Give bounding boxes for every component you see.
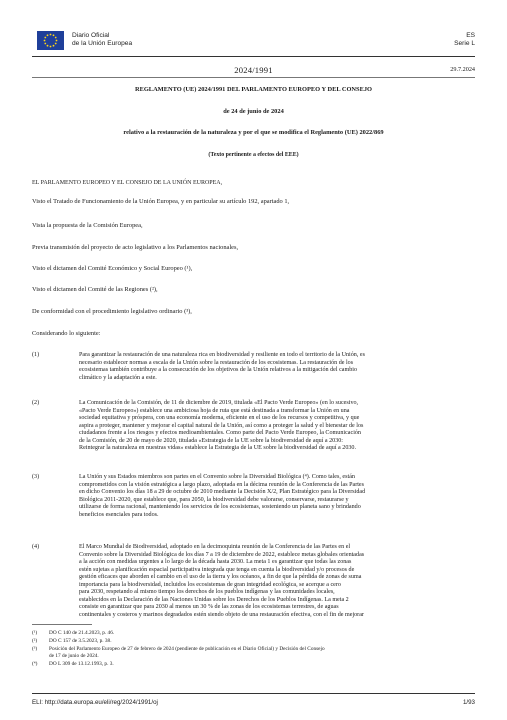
journal-name-line1: Diario Oficial [72,32,110,39]
recital-line: ecosistemas también contribuye a la consecución de los objetivos de la Unión relativos a la mitigación del cambio [79,367,358,373]
preamble-citation: De conformidad con el procedimiento legislativo ordinario (³), [32,308,192,315]
publication-date: 29.7.2024 [450,66,475,73]
preamble-citation: Vista la propuesta de la Comisión Europea, [32,222,143,229]
footnote-number: (³) [32,646,38,652]
recital-line: «Pacto Verde Europeo») establece una ambiciosa hoja de ruta que está destinada a transformar la Unión en una [79,407,350,414]
recital-line: El Marco Mundial de Biodiversidad, adoptado en la decimoquinta reunión de la Conferencia de las Partes en el [79,544,351,550]
recital-line: en dicho Convenio los días 18 a 29 de octubre de 2010 mediante la Decisión X/2, Plan Estratégico para la Diversidad [79,489,366,495]
recital [32,544,475,619]
recital-line: aspira a proteger, mantener y mejorar el capital natural de la Unión, así como a proteger la salud y el bienestar de los [79,422,364,429]
regulation-subject: relativo a la restauración de la naturaleza y por el que se modifica el Reglamento (UE) 2022/869 [123,129,384,136]
recital-text [79,544,475,619]
footnote-number: (²) [32,638,38,644]
recital-line: ciudadanos frente a los riesgos y efectos medioambientales. Como parte del Pacto Verde Europeo, la Comunicación [79,430,361,436]
recital-line: beneficios esenciales para todos. [79,511,159,518]
recital-line: La Unión y sus Estados miembros son partes en el Convenio sobre la Diversidad Biológica (⁴). Como tales, están [79,474,355,480]
footnote [32,661,475,668]
recital-line: comprometidos con la visión estratégica a largo plazo, adoptada en la décima reunión de la Conferencia de las Partes [79,481,365,488]
recital-line: climático y la adaptación a este. [79,374,157,381]
preamble-citation: Visto el Tratado de Funcionamiento de la Unión Europea, y en particular su artículo 192, apartado 1, [32,198,290,205]
title-divider [32,77,475,78]
footnote [32,638,475,645]
recital-line: establecidos en la Declaración de las Naciones Unidas sobre los Derechos de los Pueblos Indígenas. La meta 2 [79,596,349,603]
footnote-line: DO C 157 de 3.5.2023, p. 38. [49,638,112,644]
header-divider [32,56,475,57]
journal-name-line2: de la Unión Europea [72,40,133,48]
recital-line: sociedad equitativa y próspera, con una economía moderna, eficiente en el uso de los recursos y competitiva, y que [79,415,360,421]
recital-line: gestión eficaces que aborden el cambio en el uso de la tierra y los océanos, a fin de que la pérdida de zonas de suma [79,574,362,580]
document-number: 2024/1991 [234,65,273,75]
recital-line: Reintegrar la naturaleza en nuestras vidas» establece la Estrategia de la UE sobre la biodiversidad de aquí a 2030. [79,445,356,451]
preamble-citation: Previa transmisión del proyecto de acto legislativo a los Parlamentos nacionales, [32,244,239,251]
recital-line: Convenio sobre la Diversidad Biológica de los días 7 a 19 de diciembre de 2022, establece metas globales orientadas [79,551,365,558]
footnote-number: (⁴) [32,661,38,667]
recital-line: Biológica 2011-2020, que establece que, para 2050, la biodiversidad debe valorarse, conservarse, restaurarse y [79,496,349,503]
footnote-line: DO L 309 de 13.12.1993, p. 3. [49,661,114,667]
regulation-title: REGLAMENTO (UE) 2024/1991 DEL PARLAMENTO EUROPEO Y DEL CONSEJO [134,86,373,93]
recital-number: (3) [32,474,40,480]
page-number: 1/93 [462,699,475,706]
recital-line: necesario establecer normas a escala de la Unión sobre la restauración de los ecosistemas. La restauración de los [79,359,354,366]
adoption-date: de 24 de junio de 2024 [223,108,284,115]
journal-series [454,32,475,48]
eu-flag-icon [37,31,64,50]
preamble-citation: Visto el dictamen del Comité Económico y Social Europeo (¹), [32,265,193,272]
recital-line: continentales y costeros y marinos degradados estén siendo objeto de una restauración efectiva, con el fin de mejorar [79,611,364,618]
recital-line: importancia para la biodiversidad, incluidos los ecosistemas de gran integridad ecológica, se acerque a cero [79,581,341,588]
footnote-line: DO C 140 de 21.4.2023, p. 46. [49,630,115,636]
eli-link[interactable]: ELI: http://data.europa.eu/eli/reg/2024/1991/oj [32,699,158,706]
footer-divider [32,693,475,694]
recital-line: para 2030, respetando al mismo tiempo los derechos de los pueblos indígenas y las comunidades locales, [79,589,335,595]
recital-number: (4) [32,544,40,550]
recital [32,352,475,382]
recital-line: La Comunicación de la Comisión, de 11 de diciembre de 2019, titulada «El Pacto Verde Europeo» (en lo sucesivo, [79,400,359,406]
recital-line: consiste en garantizar que para 2030 al menos un 30 % de las zonas de los ecosistemas terrestres, de aguas [79,604,339,610]
recital-text [79,352,475,382]
footnote-line: de 17 de junio de 2024. [49,652,99,659]
footnote [32,646,475,659]
footnote [32,630,475,637]
footnote-number: (¹) [32,630,38,636]
footnote-line: Posición del Parlamento Europeo de 27 de febrero de 2024 (pendiente de publicación en el Diario Oficial) y Decisión del Consejo [49,646,325,652]
footnote-divider [32,624,92,625]
language-code: ES [466,32,475,39]
recital-line: utilizarse de forma racional, manteniendo los servicios de los ecosistemas, sosteniendo un planeta sano y brindando [79,504,361,510]
preamble-heading: EL PARLAMENTO EUROPEO Y EL CONSEJO DE LA UNIÓN EUROPEA, [32,180,223,186]
recital-line: estén sujetas a planificación espacial participativa integrada que tenga en cuenta la biodiversidad y/o procesos de [79,566,355,573]
recital-number: (1) [32,352,40,358]
series-label: Serie L [454,40,475,48]
journal-name [72,32,132,48]
recital-line: Para garantizar la restauración de una naturaleza rica en biodiversidad y resiliente en todo el territorio de la Unión, es [79,352,365,358]
recital-number: (2) [32,400,40,406]
preamble-considering: Considerando lo siguiente: [32,330,101,337]
recital-line: a la acción con medidas urgentes a lo largo de la década hasta 2030. La meta 1 es garantizar que todas las zonas [79,559,352,565]
eea-relevance: (Texto pertinente a efectos del EEE) [208,152,299,158]
recital [32,400,475,453]
recital [32,474,475,519]
preamble-citation: Visto el dictamen del Comité de las Regiones (²), [32,286,158,293]
recital-line: de la Comisión, de 20 de mayo de 2020, titulada «Estrategia de la UE sobre la biodiversidad de aquí a 2030: [79,437,343,444]
recital-text [79,474,475,519]
recital-text [79,400,475,453]
